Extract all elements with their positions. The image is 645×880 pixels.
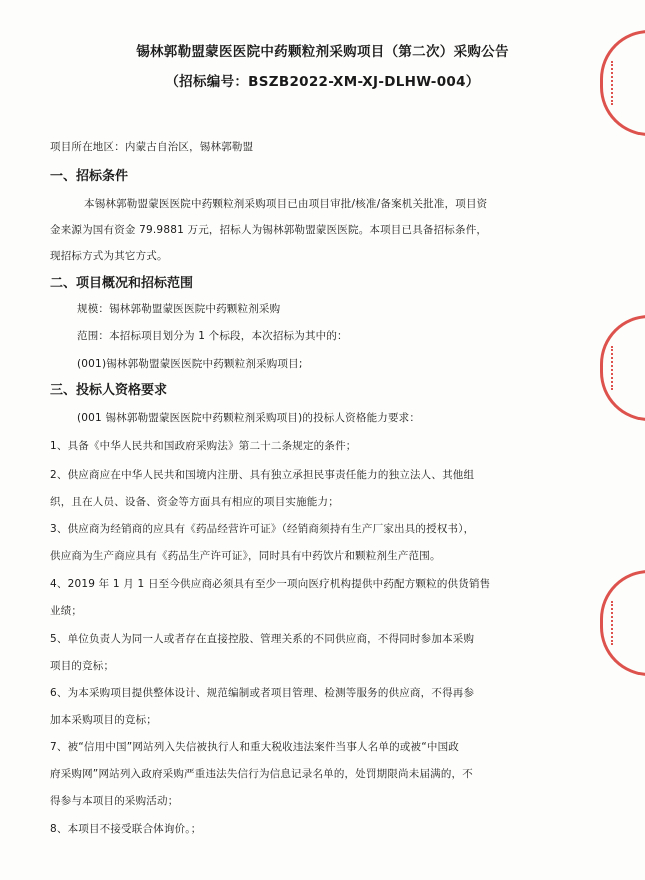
- paragraph-line: 金来源为国有资金 79.9881 万元，招标人为锡林郭勒盟蒙医医院。本项目已具备招标条件，: [50, 224, 488, 236]
- requirement-item: 4、2019 年 1 月 1 日至今供应商必须具有至少一项向医疗机构提供中药配方颗粒的供货销售: [50, 578, 491, 590]
- requirement-item: 5、单位负责人为同一人或者存在直接控股、管理关系的不同供应商，不得同时参加本采购: [50, 633, 475, 645]
- requirement-item: 6、为本采购项目提供整体设计、规范编制或者项目管理、检测等服务的供应商，不得再参: [50, 687, 475, 699]
- requirement-item: 加本采购项目的竞标；: [50, 714, 157, 726]
- requirement-item: 1、具备《中华人民共和国政府采购法》第二十二条规定的条件；: [50, 440, 357, 452]
- document-title: 锡林郭勒盟蒙医医院中药颗粒剂采购项目（第二次）采购公告: [136, 44, 509, 60]
- requirement-item: 得参与本项目的采购活动；: [50, 795, 179, 807]
- requirement-item: 织，且在人员、设备、资金等方面具有相应的项目实施能力；: [50, 496, 339, 508]
- section-heading-2: 二、项目概况和招标范围: [50, 276, 194, 291]
- requirement-item: 7、被“信用中国”网站列入失信被执行人和重大税收违法案件当事人名单的或被“中国政: [50, 741, 459, 753]
- section-heading-1: 一、招标条件: [50, 169, 129, 184]
- paragraph-line: 规模：锡林郭勒盟蒙医医院中药颗粒剂采购: [77, 303, 281, 315]
- paragraph-line: 范围：本招标项目划分为 1 个标段，本次招标为其中的：: [77, 330, 348, 342]
- requirement-item: 府采购网”网站列入政府采购严重违法失信行为信息记录名单的，处罚期限尚未届满的，不: [50, 768, 473, 780]
- requirement-item: 3、供应商为经销商的应具有《药品经营许可证》（经销商须持有生产厂家出具的授权书），: [50, 523, 475, 535]
- requirement-item: 业绩；: [50, 605, 83, 617]
- section-heading-3: 三、投标人资格要求: [50, 383, 168, 398]
- paragraph-line: (001)锡林郭勒盟蒙医医院中药颗粒剂采购项目;: [77, 358, 303, 370]
- paragraph-line: 现招标方式为其它方式。: [50, 250, 168, 262]
- requirement-item: 2、供应商应在中华人民共和国境内注册、具有独立承担民事责任能力的独立法人、其他组: [50, 469, 475, 481]
- paragraph-line: (001 锡林郭勒盟蒙医医院中药颗粒剂采购项目)的投标人资格能力要求：: [77, 412, 421, 424]
- requirement-item: 8、本项目不接受联合体询价。；: [50, 823, 202, 835]
- project-region: 项目所在地区：内蒙古自治区，锡林郭勒盟: [50, 141, 254, 153]
- tender-code: （招标编号：BSZB2022-XM-XJ-DLHW-004）: [165, 74, 480, 90]
- requirement-item: 供应商为生产商应具有《药品生产许可证》，同时具有中药饮片和颗粒剂生产范围。: [50, 550, 441, 562]
- requirement-item: 项目的竞标；: [50, 660, 115, 672]
- red-seal-stamp-bottom: [600, 570, 645, 676]
- red-seal-stamp-middle: [600, 315, 645, 421]
- paragraph-line: 本锡林郭勒盟蒙医医院中药颗粒剂采购项目已由项目审批/核准/备案机关批准，项目资: [84, 198, 488, 210]
